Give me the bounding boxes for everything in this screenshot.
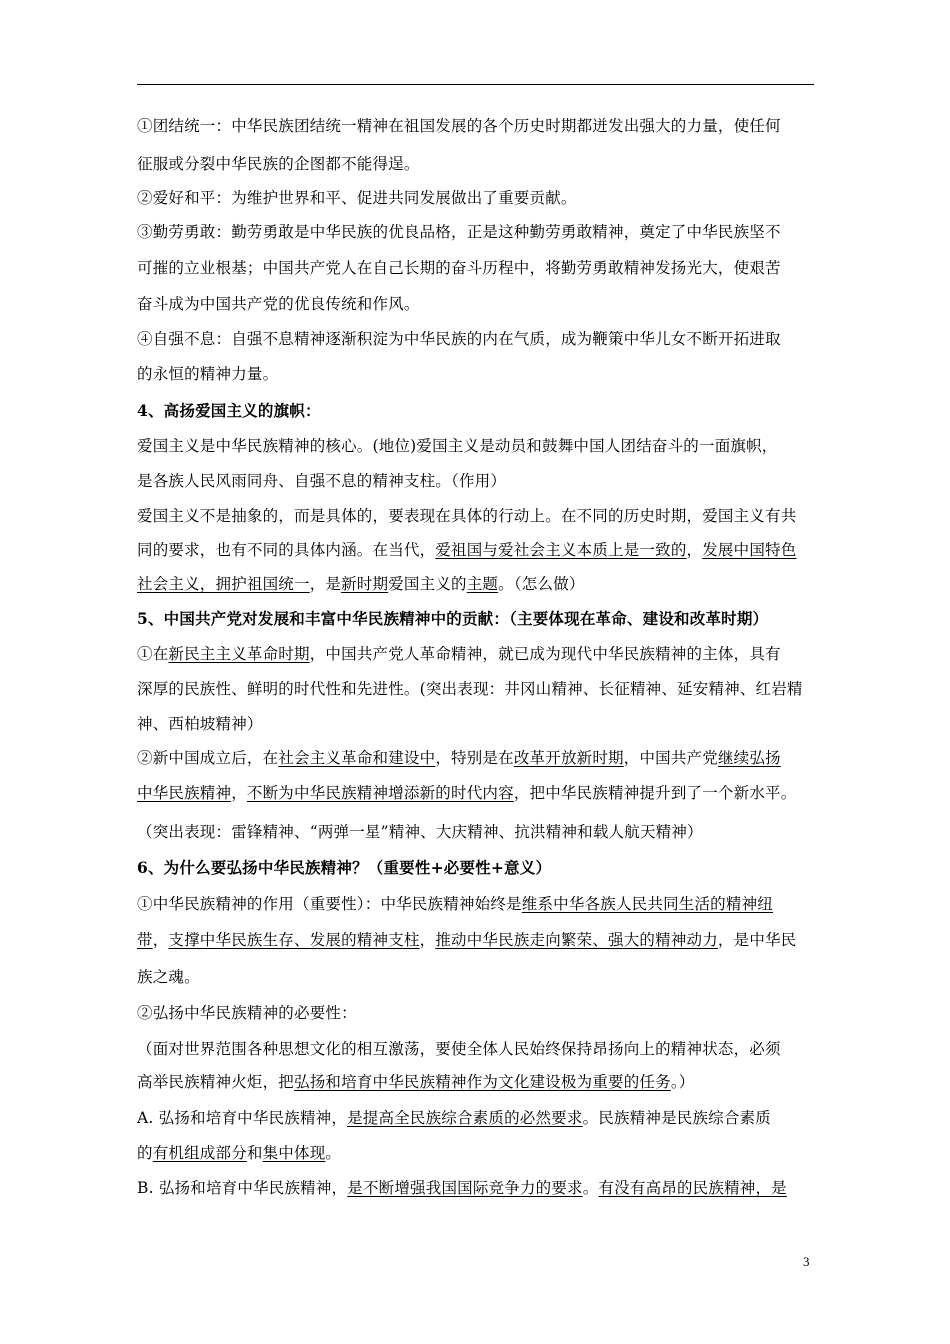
text-line [137, 154, 827, 174]
text-line [137, 1178, 827, 1198]
page-number: 3 [803, 1254, 810, 1269]
text-line [137, 609, 827, 629]
text-span: ②弘扬中华民族精神的必要性： [137, 1004, 357, 1022]
text-line [137, 858, 827, 878]
underlined-text: 新民主主义革命时期 [168, 645, 310, 663]
underlined-text: 中华民族精神 [137, 784, 232, 802]
text-line [137, 540, 827, 560]
text-span: ①团结统一：中华民族团结统一精神在祖国发展的各个历史时期都迸发出强大的力量，使任何 [137, 117, 781, 135]
text-span: A. 弘扬和培育中华民族精神， [137, 1109, 348, 1127]
text-span: ，中国共产党人革命精神，就已成为现代中华民族精神的主体，具有 [309, 645, 781, 663]
heading-text: 5、中国共产党对发展和丰富中华民族精神中的贡献：（主要体现在革命、建设和改革时期） [137, 609, 769, 628]
text-line [137, 967, 827, 987]
text-line [137, 506, 827, 526]
text-span: 的永恒的精神力量。 [137, 365, 279, 383]
text-line [137, 783, 827, 803]
text-span: ②新中国成立后，在 [137, 749, 279, 767]
text-span: 征服或分裂中华民族的企图都不能得逞。 [137, 155, 420, 173]
text-span: （突出表现：雷锋精神、“两弹一星”精神、大庆精神、抗洪精神和载人航天精神） [137, 823, 703, 841]
text-line [137, 714, 827, 734]
text-span: 爱国主义不是抽象的，而是具体的，要表现在具体的行动上。在不同的历史时期，爱国主义有共 [137, 507, 797, 525]
text-line [137, 894, 827, 914]
text-line [137, 930, 827, 950]
underlined-text: 继续弘扬 [717, 749, 781, 767]
text-line [137, 222, 827, 242]
text-span: 。 [582, 1179, 599, 1197]
underlined-text: 集中体现 [262, 1144, 326, 1162]
text-span: 。民族精神是民族综合素质 [582, 1109, 771, 1127]
text-span: 。（怎么做） [498, 575, 585, 593]
text-line [137, 644, 827, 664]
text-line [137, 1108, 827, 1128]
text-span: ③勤劳勇敢：勤劳勇敢是中华民族的优良品格，正是这种勤劳勇敢精神，奠定了中华民族坚不 [137, 223, 781, 241]
text-line [137, 329, 827, 349]
text-span: 的 [137, 1144, 153, 1162]
underlined-text: 维系中华各族人民共同生活的精神纽 [521, 895, 773, 913]
text-span: 爱国主义是中华民族精神的核心。(地位)爱国主义是动员和鼓舞中国人团结奋斗的一面旗帜， [137, 437, 778, 455]
text-line [137, 436, 827, 456]
text-span: 是各族人民风雨同舟、自强不息的精神支柱。（作用） [137, 472, 507, 490]
underlined-text: 是提高全民族综合素质的必然要求 [347, 1109, 583, 1127]
text-line [137, 748, 827, 768]
text-span: ，特别是在 [435, 749, 514, 767]
text-span: ，把中华民族精神提升到了一个新水平。 [513, 784, 797, 802]
text-line [137, 1039, 827, 1059]
text-span: ④自强不息：自强不息精神逐渐积淀为中华民族的内在气质，成为鞭策中华儿女不断开拓进取 [137, 330, 781, 348]
underlined-text: 推动中华民族走向繁荣、强大的精神动力 [435, 931, 718, 949]
heading-text: 6、为什么要弘扬中华民族精神？（重要性+必要性+意义） [137, 858, 552, 877]
text-line [137, 822, 827, 842]
text-span: 同的要求，也有不同的具体内涵。在当代， [137, 541, 436, 559]
underlined-text: 是不断增强我国国际竞争力的要求 [347, 1179, 583, 1197]
underlined-text: 弘扬和培育中华民族精神作为文化建设极为重要的任务 [294, 1073, 671, 1091]
text-span: ①中华民族精神的作用（重要性）：中华民族精神始终是 [137, 895, 522, 913]
underlined-text: 改革开放新时期 [513, 749, 624, 767]
text-span: 深厚的民族性、鲜明的时代性和先进性。(突出表现：井冈山精神、长征精神、延安精神、红岩精 [137, 680, 803, 698]
text-span: ， [419, 931, 436, 949]
text-span: 神、西柏坡精神） [137, 715, 263, 733]
text-span: ，是 [309, 575, 342, 593]
text-line [137, 116, 827, 136]
text-span: ， [231, 784, 247, 802]
text-span: B. 弘扬和培育中华民族精神， [137, 1179, 348, 1197]
text-line [137, 188, 827, 208]
text-span: ，中国共产党 [623, 749, 718, 767]
underlined-text: 社会主义革命和建设中 [278, 749, 436, 767]
underlined-text: 有机组成部分 [152, 1144, 247, 1162]
underlined-text: 有没有高昂的民族精神，是 [598, 1179, 787, 1197]
text-span: 高举民族精神火炬，把 [137, 1073, 295, 1091]
text-span: 。 [325, 1144, 342, 1162]
text-line [137, 294, 827, 314]
text-line [137, 401, 827, 421]
text-line [137, 1072, 827, 1092]
text-line [137, 679, 827, 699]
text-span: ， [152, 931, 169, 949]
text-span: 奋斗成为中国共产党的优良传统和作风。 [137, 295, 420, 313]
text-line [137, 471, 827, 491]
text-line [137, 574, 827, 594]
heading-text: 4、高扬爱国主义的旗帜： [137, 401, 321, 420]
text-span: 。） [670, 1073, 695, 1091]
text-span: （面对世界范围各种思想文化的相互激荡，要使全体人民始终保持昂扬向上的精神状态，必须 [137, 1040, 781, 1058]
text-span: 爱国主义的 [388, 575, 467, 593]
text-span: ，是中华民 [717, 931, 797, 949]
underlined-text: 发展中国特色 [702, 541, 797, 559]
text-line [137, 364, 827, 384]
underlined-text: 社会主义，拥护祖国统一 [137, 575, 310, 593]
underlined-text: 爱祖国与爱社会主义本质上是一致的 [435, 541, 687, 559]
text-span: 可摧的立业根基；中国共产党人在自己长期的奋斗历程中，将勤劳勇敢精神发扬光大，使艰苦 [137, 259, 781, 277]
text-line [137, 1143, 827, 1163]
underlined-text: 不断为中华民族精神增添新的时代内容 [246, 784, 514, 802]
text-span: 和 [246, 1144, 263, 1162]
underlined-text: 带 [137, 931, 153, 949]
text-span: ①在 [137, 645, 169, 663]
underlined-text: 支撑中华民族生存、发展的精神支柱 [168, 931, 420, 949]
text-line [137, 258, 827, 278]
text-line [137, 1003, 827, 1023]
text-span: ②爱好和平：为维护世界和平、促进共同发展做出了重要贡献。 [137, 189, 577, 207]
underlined-text: 新时期 [341, 575, 389, 593]
text-span: ， [686, 541, 703, 559]
text-span: 族之魂。 [137, 968, 200, 986]
header-rule [137, 84, 814, 85]
underlined-text: 主题 [466, 575, 499, 593]
